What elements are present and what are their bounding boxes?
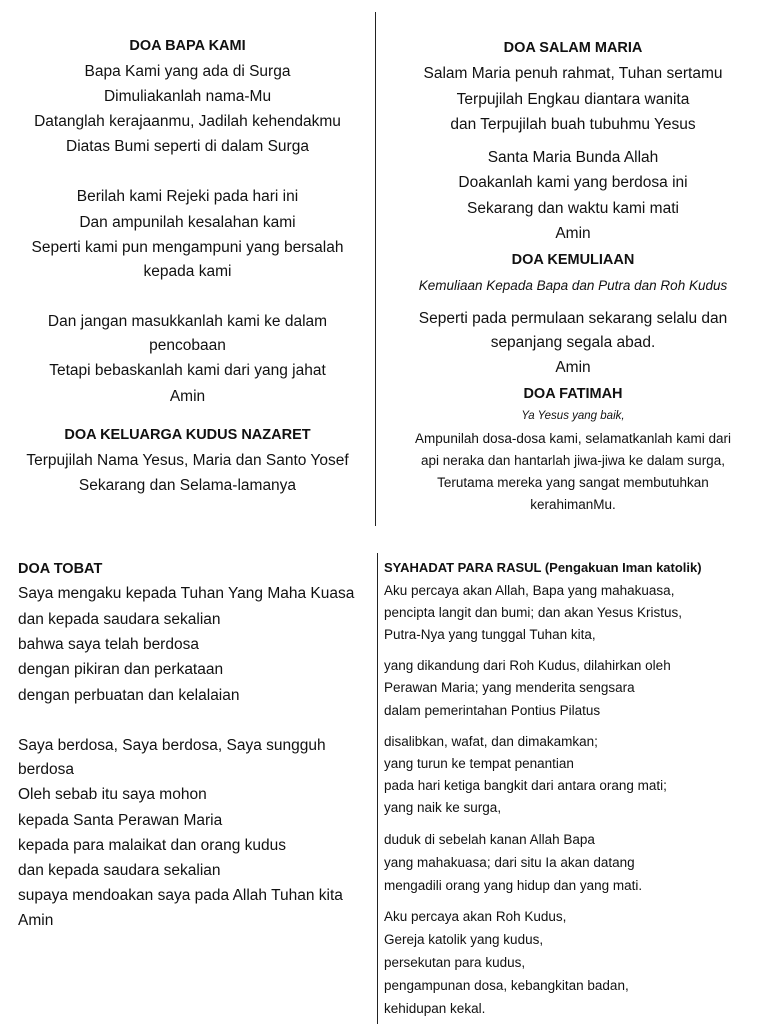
prayer-line: Terpujilah Nama Yesus, Maria dan Santo Yosef bbox=[26, 452, 349, 469]
prayer-line: Doakanlah kami yang berdosa ini bbox=[458, 174, 688, 191]
prayer-line: sepanjang segala abad. bbox=[490, 334, 656, 351]
prayer-title: DOA SALAM MARIA bbox=[503, 40, 643, 56]
prayer-line: dan kepada saudara sekalian bbox=[18, 611, 221, 628]
prayer-line: Ampunilah dosa-dosa kami, selamatkanlah kami dari bbox=[415, 431, 731, 446]
prayer-line: Putra-Nya yang tunggal Tuhan kita, bbox=[384, 627, 596, 642]
prayer-line: Salam Maria penuh rahmat, Tuhan sertamu bbox=[423, 65, 723, 82]
prayer-line: kerahimanMu. bbox=[530, 497, 616, 512]
prayer-line: dan Terpujilah buah tubuhmu Yesus bbox=[450, 116, 696, 133]
prayer-line: dalam pemerintahan Pontius Pilatus bbox=[384, 703, 601, 718]
prayer-line: Terpujilah Engkau diantara wanita bbox=[456, 91, 690, 108]
prayer-line: Berilah kami Rejeki pada hari ini bbox=[76, 188, 299, 205]
prayer-line: kepada Santa Perawan Maria bbox=[18, 812, 223, 829]
prayer-line: mengadili orang yang hidup dan yang mati. bbox=[384, 878, 643, 893]
prayer-line: kepada kami bbox=[143, 263, 232, 280]
prayer-line: Aku percaya akan Roh Kudus, bbox=[384, 909, 567, 924]
prayer-line: disalibkan, wafat, dan dimakamkan; bbox=[384, 734, 598, 749]
prayer-line: dengan pikiran dan perkataan bbox=[18, 661, 224, 678]
prayer-line: Perawan Maria; yang menderita sengsara bbox=[384, 680, 635, 695]
prayer-line: Sekarang dan waktu kami mati bbox=[467, 200, 679, 217]
prayer-line: Aku percaya akan Allah, Bapa yang mahakuasa, bbox=[384, 583, 675, 598]
prayer-line: duduk di sebelah kanan Allah Bapa bbox=[384, 832, 595, 847]
prayer-line: Amin bbox=[555, 225, 591, 242]
prayer-title: DOA BAPA KAMI bbox=[129, 38, 246, 54]
prayer-title: DOA TOBAT bbox=[18, 561, 103, 577]
prayer-line: kepada para malaikat dan orang kudus bbox=[18, 837, 286, 854]
prayer-line: Gereja katolik yang kudus, bbox=[384, 932, 544, 947]
prayer-line: dan kepada saudara sekalian bbox=[18, 862, 221, 879]
prayer-line: Bapa Kami yang ada di Surga bbox=[84, 63, 291, 80]
prayer-line: Terutama mereka yang sangat membutuhkan bbox=[437, 475, 709, 490]
prayer-title: DOA KEMULIAAN bbox=[511, 252, 635, 268]
prayer-line: Seperti kami pun mengampuni yang bersalah bbox=[31, 239, 344, 256]
prayer-title: DOA FATIMAH bbox=[523, 386, 623, 402]
prayer-line: Saya mengaku kepada Tuhan Yang Maha Kuasa bbox=[18, 585, 355, 602]
prayer-italic-line: Ya Yesus yang baik, bbox=[521, 410, 625, 422]
prayer-line: Dan ampunilah kesalahan kami bbox=[79, 214, 296, 231]
prayer-line: api neraka dan hantarlah jiwa-jiwa ke dalam surga, bbox=[421, 453, 725, 468]
prayer-line: berdosa bbox=[18, 761, 75, 778]
prayer-line: yang turun ke tempat penantian bbox=[384, 756, 574, 771]
prayer-line: bahwa saya telah berdosa bbox=[18, 636, 199, 653]
prayer-line: kehidupan kekal. bbox=[384, 1001, 486, 1016]
prayer-line: Saya berdosa, Saya berdosa, Saya sungguh bbox=[18, 737, 326, 754]
prayer-line: Datanglah kerajaanmu, Jadilah kehendakmu bbox=[34, 113, 341, 130]
prayer-line: Tetapi bebaskanlah kami dari yang jahat bbox=[49, 362, 326, 379]
prayer-line: Oleh sebab itu saya mohon bbox=[18, 786, 207, 803]
prayer-line: yang dikandung dari Roh Kudus, dilahirkan oleh bbox=[384, 658, 671, 673]
prayer-title: SYAHADAT PARA RASUL (Pengakuan Iman katolik) bbox=[384, 560, 702, 575]
prayer-line: supaya mendoakan saya pada Allah Tuhan kita bbox=[18, 887, 343, 904]
prayer-line: Seperti pada permulaan sekarang selalu dan bbox=[418, 310, 728, 327]
prayer-line: Diatas Bumi seperti di dalam Surga bbox=[66, 138, 309, 155]
prayer-line: pencobaan bbox=[149, 337, 226, 354]
prayer-italic-line: Kemuliaan Kepada Bapa dan Putra dan Roh Kudus bbox=[418, 278, 728, 293]
column-divider-bottom bbox=[377, 553, 378, 1024]
prayer-line: Dan jangan masukkanlah kami ke dalam bbox=[47, 313, 328, 330]
prayer-line: Amin bbox=[169, 388, 206, 405]
prayer-line: Amin bbox=[555, 359, 591, 376]
prayer-line: Dimuliakanlah nama-Mu bbox=[103, 88, 272, 105]
prayer-line: dengan perbuatan dan kelalaian bbox=[18, 687, 240, 704]
prayer-line: Amin bbox=[18, 912, 54, 929]
prayer-line: pada hari ketiga bangkit dari antara orang mati; bbox=[384, 778, 667, 793]
prayer-line: yang naik ke surga, bbox=[384, 800, 502, 815]
prayer-line: pengampunan dosa, kebangkitan badan, bbox=[384, 978, 629, 993]
prayer-title: DOA KELUARGA KUDUS NAZARET bbox=[64, 427, 311, 443]
prayer-line: pencipta langit dan bumi; dan akan Yesus Kristus, bbox=[384, 605, 682, 620]
prayer-line: persekutan para kudus, bbox=[384, 955, 526, 970]
prayer-line: Santa Maria Bunda Allah bbox=[487, 149, 659, 166]
column-divider-top bbox=[375, 12, 376, 526]
prayer-line: yang mahakuasa; dari situ Ia akan datang bbox=[384, 855, 635, 870]
prayer-line: Sekarang dan Selama-lamanya bbox=[78, 477, 297, 494]
